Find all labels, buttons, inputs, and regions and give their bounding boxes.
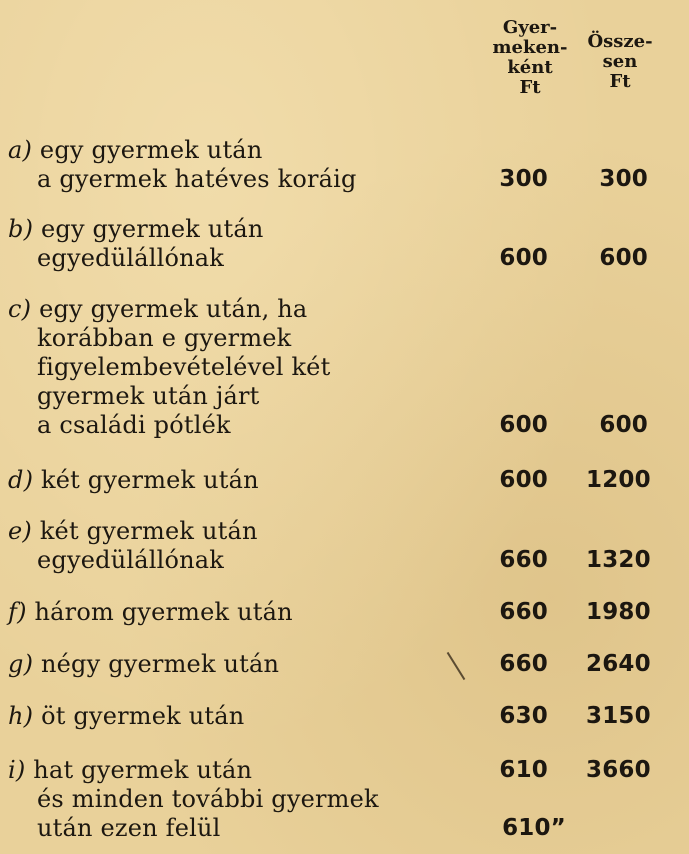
value-per-child: 630 [499,703,548,729]
entry-letter: f) [8,598,27,626]
entry-text: után ezen felül [37,814,221,842]
entry-c [8,295,688,440]
header-total: Össze- sen Ft [587,31,653,92]
value-per-child-additional: 610” [502,815,566,841]
entry-g [8,650,688,679]
value-per-child: 660 [499,599,548,625]
entry-text: a családi pótlék [37,411,231,439]
value-total: 600 [599,245,648,271]
entry-text: két gyermek után [40,466,259,494]
entry-text: figyelembevételével két [37,353,331,381]
entry-text: három gyermek után [34,598,293,626]
header-per-child: Gyer- meken- ként Ft [492,17,568,98]
entry-letter: g) [8,650,34,678]
entry-e [8,517,688,575]
value-per-child: 610 [499,757,548,783]
entry-text: egyedülállónak [37,244,225,272]
entry-text: gyermek után járt [37,382,260,410]
entry-letter: b) [8,215,34,243]
entry-text: két gyermek után [39,517,258,545]
value-total: 2640 [586,651,651,677]
entry-i [8,756,688,843]
value-per-child: 600 [499,245,548,271]
value-total: 1980 [586,599,651,625]
entry-letter: c) [8,295,32,323]
value-total: 1320 [586,547,651,573]
entry-text: hat gyermek után [33,756,253,784]
entry-text: egyedülállónak [37,546,225,574]
entry-letter: h) [8,702,34,730]
value-total: 1200 [586,467,651,493]
value-per-child: 660 [499,651,548,677]
entry-text: öt gyermek után [41,702,245,730]
entry-text: a gyermek hatéves koráig [37,165,357,193]
entry-text: egy gyermek után, ha [39,295,308,323]
value-total: 300 [599,166,648,192]
value-per-child: 300 [499,166,548,192]
entry-letter: i) [8,756,26,784]
entry-h [8,702,688,731]
entry-d [8,466,688,495]
entry-text: korábban e gyermek [37,324,292,352]
entry-f [8,598,688,627]
entry-letter: a) [8,136,33,164]
entry-text: négy gyermek után [40,650,280,678]
entry-text: és minden további gyermek [37,785,379,813]
value-total: 3150 [586,703,651,729]
value-per-child: 660 [499,547,548,573]
entry-b [8,215,688,273]
entry-letter: e) [8,517,32,545]
value-total: 600 [599,412,648,438]
value-per-child: 600 [499,412,548,438]
entry-text: egy gyermek után [39,136,263,164]
entry-letter: d) [8,466,34,494]
entry-text: egy gyermek után [40,215,264,243]
value-total: 3660 [586,757,651,783]
value-per-child: 600 [499,467,548,493]
entry-a [8,136,688,194]
